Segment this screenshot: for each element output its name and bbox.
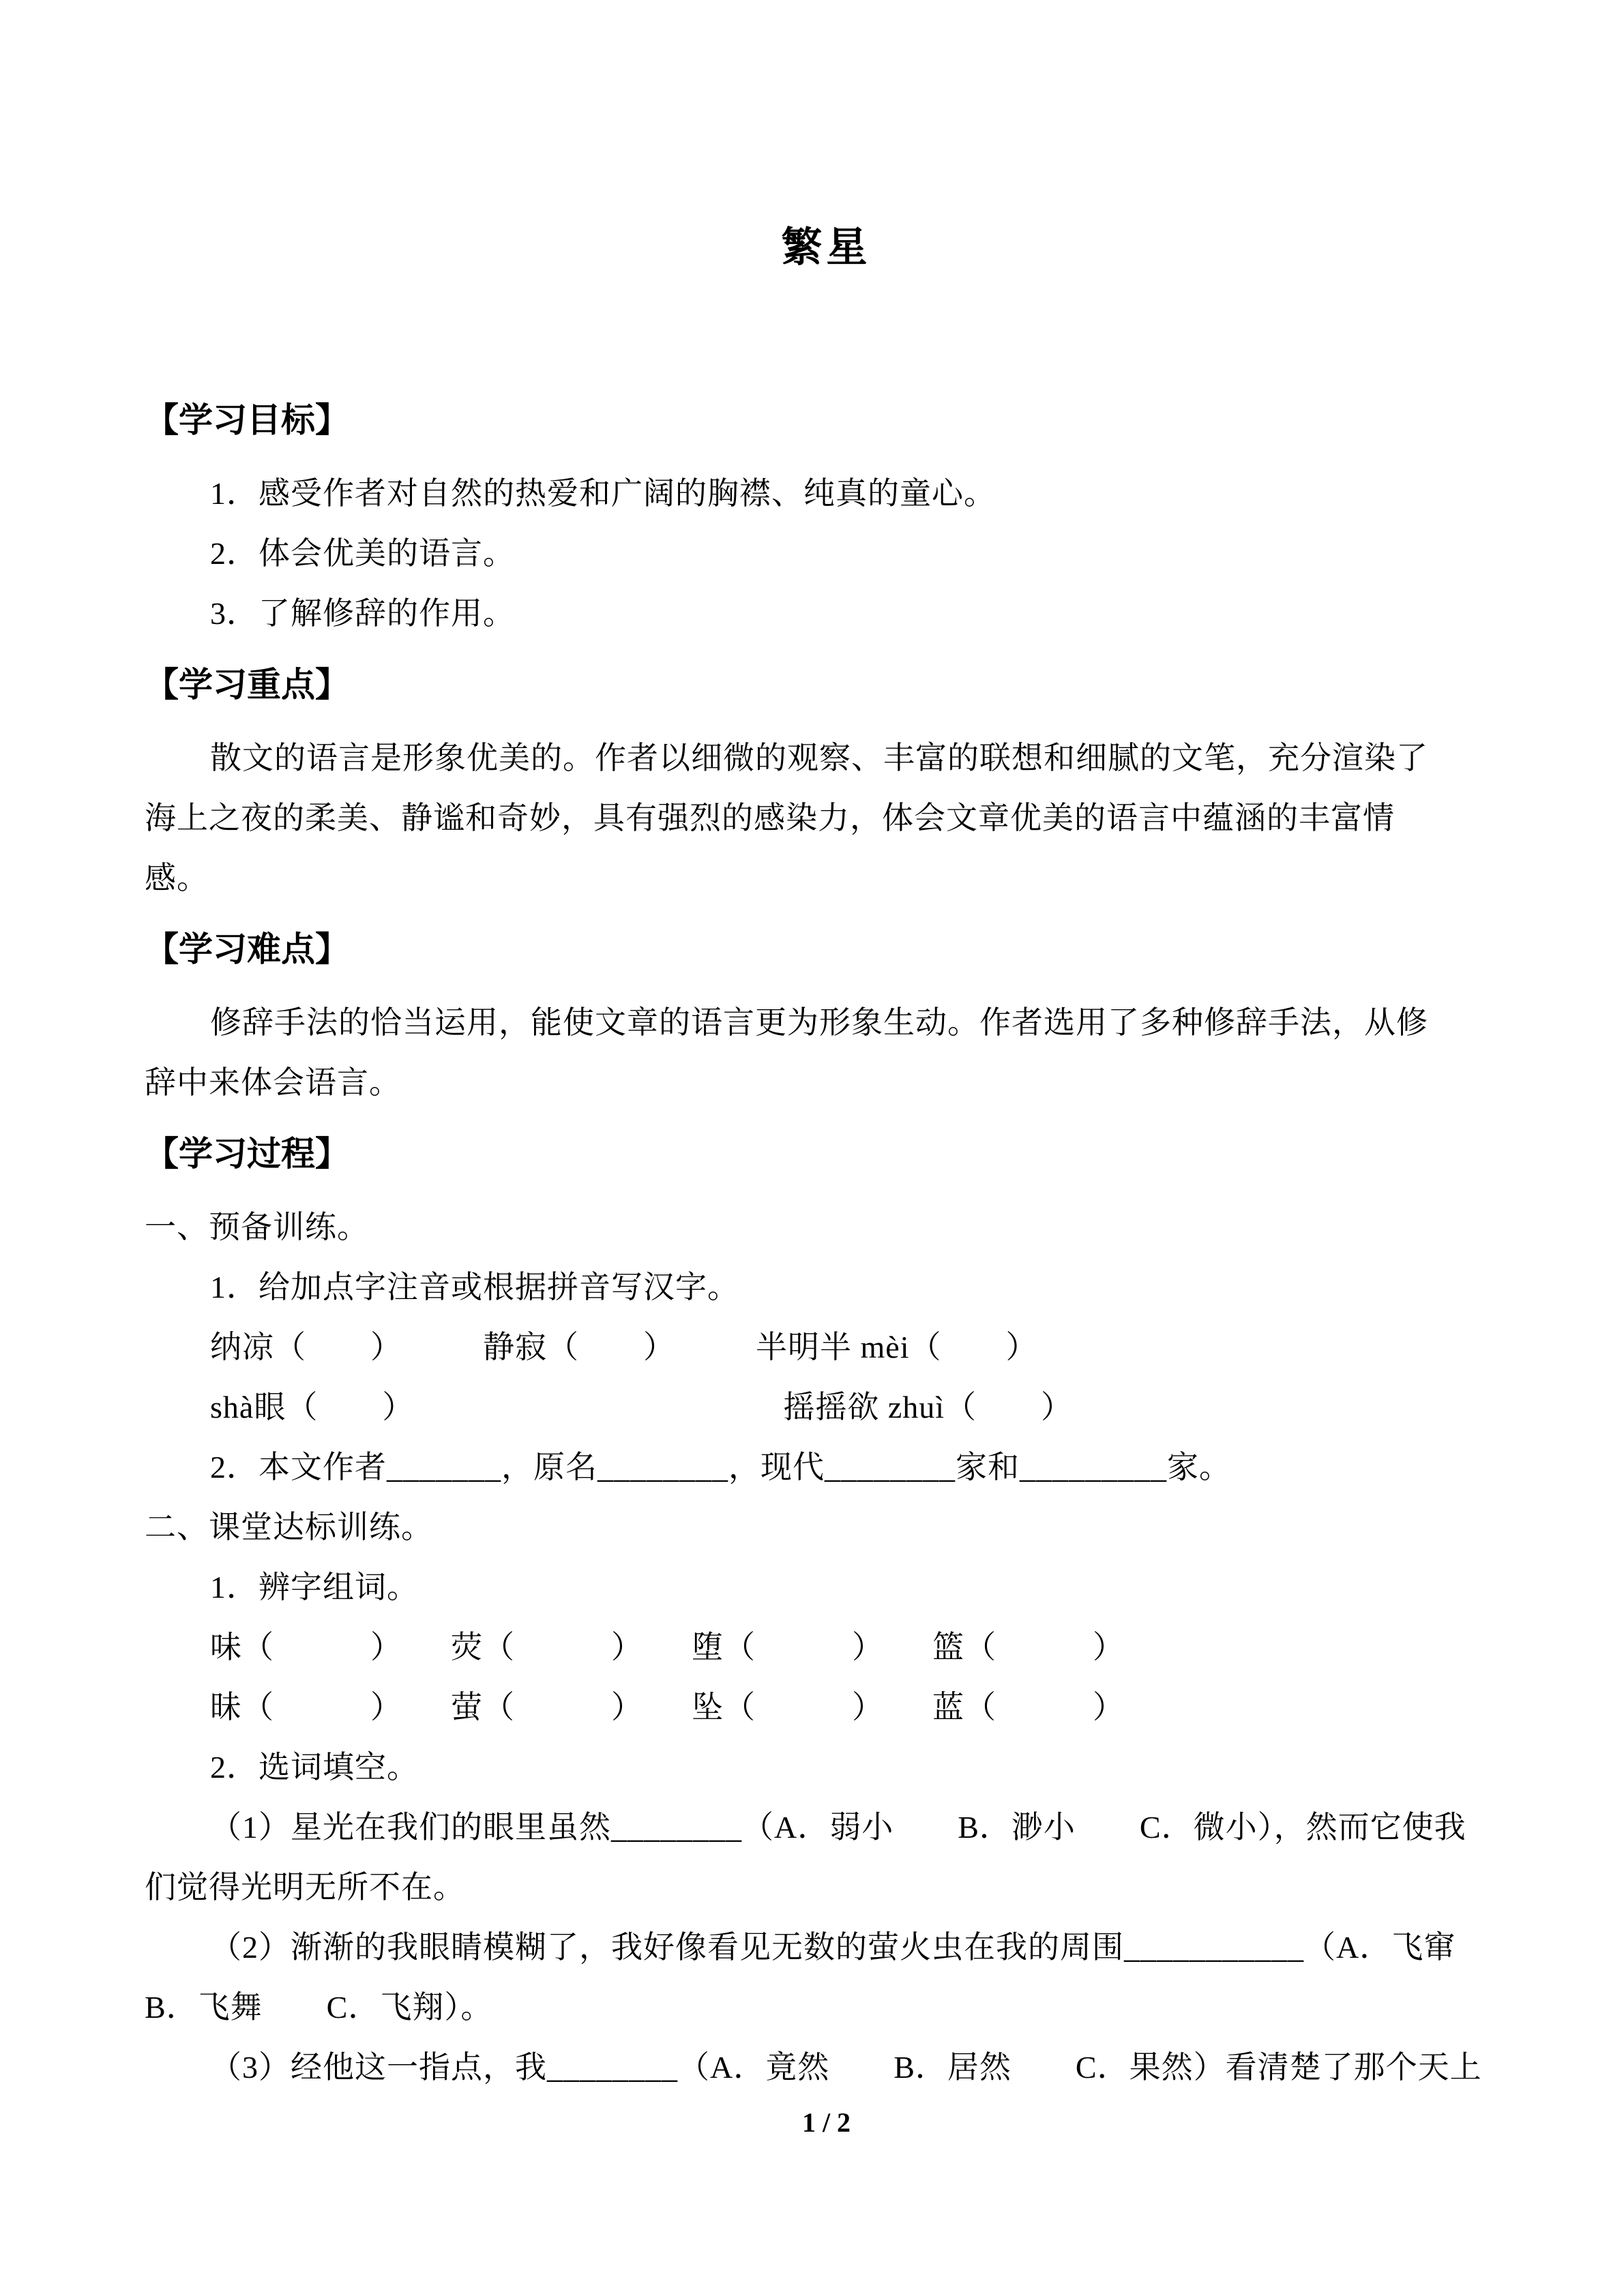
text-line: B．飞舞 C．飞翔）。: [145, 1990, 493, 2025]
text-line: 昧（ ） 萤（ ） 坠（ ） 蓝（ ）: [210, 1690, 1125, 1725]
text-line: 们觉得光明无所不在。: [145, 1870, 465, 1905]
text-line: 2．选词填空。: [210, 1750, 419, 1785]
text-line: （2）渐渐的我眼睛模糊了，我好像看见无数的萤火虫在我的周围___________（A．飞窜: [210, 1930, 1456, 1965]
text-line: 海上之夜的柔美、静谧和奇妙，具有强烈的感染力，体会文章优美的语言中蕴涵的丰富情: [145, 801, 1395, 835]
text-line: （3）经他这一指点，我________（A．竟然 B．居然 C．果然）看清楚了那个天上: [210, 2050, 1482, 2085]
text-line: 2．本文作者_______，原名________，现代________家和_________家。: [210, 1450, 1231, 1485]
text-line: 味（ ） 荧（ ） 堕（ ） 篮（ ）: [210, 1630, 1125, 1665]
text-line: 2．体会优美的语言。: [210, 536, 515, 571]
section-heading: 【学习目标】: [145, 401, 349, 439]
text-line: 二、课堂达标训练。: [145, 1510, 433, 1545]
text-line: 散文的语言是形象优美的。作者以细微的观察、丰富的联想和细腻的文笔，充分渲染了: [210, 741, 1428, 775]
text-line: 辞中来体会语言。: [145, 1065, 401, 1100]
text-line: 一、预备训练。: [145, 1210, 369, 1244]
text-line: 1．给加点字注音或根据拼音写汉字。: [210, 1270, 739, 1304]
section-heading: 【学习过程】: [145, 1135, 349, 1173]
text-line: 1．辨字组词。: [210, 1570, 419, 1605]
text-line: shà眼（ ） 摇摇欲 zhuì（ ）: [210, 1390, 1074, 1425]
page-number: 1 / 2: [801, 2107, 851, 2138]
section-heading: 【学习重点】: [145, 666, 349, 704]
text-line: （1）星光在我们的眼里虽然________（A．弱小 B．渺小 C．微小），然而它使我: [210, 1810, 1466, 1845]
text-line: 3．了解修辞的作用。: [210, 596, 515, 631]
text-line: 感。: [145, 861, 209, 895]
text-line: 纳凉（ ） 静寂（ ） 半明半 mèi（ ）: [210, 1330, 1038, 1365]
document-title: 繁星: [781, 225, 872, 270]
text-line: 1．感受作者对自然的热爱和广阔的胸襟、纯真的童心。: [210, 476, 996, 511]
text-line: 修辞手法的恰当运用，能使文章的语言更为形象生动。作者选用了多种修辞手法，从修: [210, 1005, 1428, 1040]
section-heading: 【学习难点】: [145, 930, 349, 968]
